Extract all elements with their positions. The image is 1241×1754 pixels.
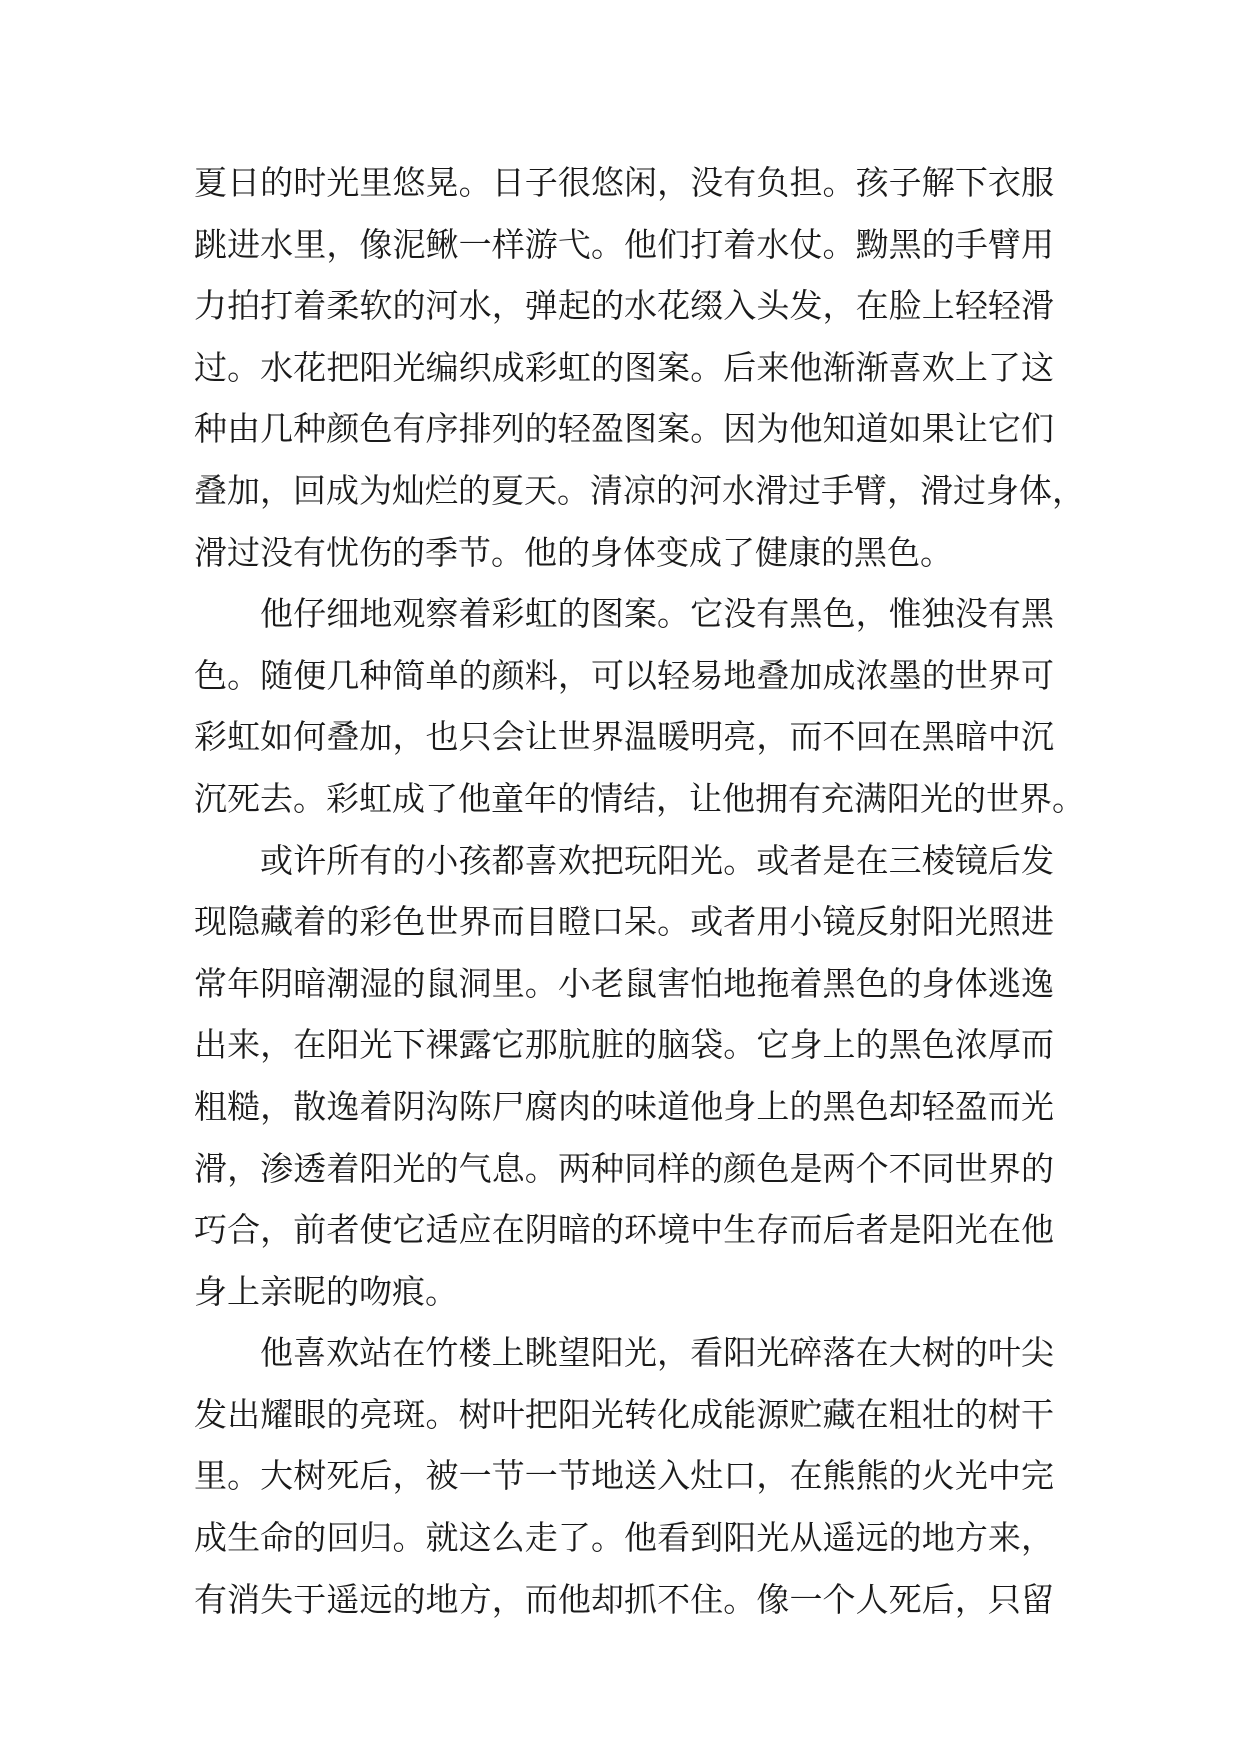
text-line: 出来，在阳光下裸露它那肮脏的脑袋。它身上的黑色浓厚而 — [194, 1025, 1054, 1065]
text-line: 身上亲昵的吻痕。 — [194, 1271, 458, 1311]
text-line: 彩虹如何叠加，也只会让世界温暖明亮，而不回在黑暗中沉 — [194, 717, 1054, 757]
text-line: 发出耀眼的亮斑。树叶把阳光转化成能源贮藏在粗壮的树干 — [194, 1394, 1054, 1434]
text-line: 成生命的回归。就这么走了。他看到阳光从遥远的地方来， — [194, 1518, 1054, 1558]
text-line: 滑，渗透着阳光的气息。两种同样的颜色是两个不同世界的 — [194, 1148, 1054, 1188]
text-line: 有消失于遥远的地方，而他却抓不住。像一个人死后，只留 — [194, 1579, 1054, 1619]
document-body — [194, 152, 1085, 1630]
text-line: 他喜欢站在竹楼上眺望阳光，看阳光碎落在大树的叶尖 — [260, 1333, 1054, 1373]
text-line: 现隐藏着的彩色世界而目瞪口呆。或者用小镜反射阳光照进 — [194, 902, 1054, 942]
text-line: 种由几种颜色有序排列的轻盈图案。因为他知道如果让它们 — [194, 409, 1054, 449]
text-line: 巧合，前者使它适应在阴暗的环境中生存而后者是阳光在他 — [194, 1210, 1054, 1250]
text-line: 里。大树死后，被一节一节地送入灶口，在熊熊的火光中完 — [194, 1456, 1054, 1496]
text-line: 滑过没有忧伤的季节。他的身体变成了健康的黑色。 — [194, 532, 953, 572]
text-line: 粗糙，散逸着阴沟陈尸腐肉的味道他身上的黑色却轻盈而光 — [194, 1086, 1054, 1126]
text-line: 跳进水里，像泥鳅一样游弋。他们打着水仗。黝黑的手臂用 — [194, 224, 1054, 264]
text-line: 沉死去。彩虹成了他童年的情结，让他拥有充满阳光的世界。 — [194, 778, 1085, 818]
text-line: 常年阴暗潮湿的鼠洞里。小老鼠害怕地拖着黑色的身体逃逸 — [194, 963, 1054, 1003]
text-line: 叠加，回成为灿烂的夏天。清凉的河水滑过手臂，滑过身体， — [194, 470, 1085, 510]
text-line: 力拍打着柔软的河水，弹起的水花缀入头发，在脸上轻轻滑 — [194, 286, 1054, 326]
text-line: 色。随便几种简单的颜料，可以轻易地叠加成浓墨的世界可 — [194, 655, 1054, 695]
text-line: 或许所有的小孩都喜欢把玩阳光。或者是在三棱镜后发 — [260, 840, 1054, 880]
text-line: 夏日的时光里悠晃。日子很悠闲，没有负担。孩子解下衣服 — [194, 163, 1054, 202]
text-line: 过。水花把阳光编织成彩虹的图案。后来他渐渐喜欢上了这 — [194, 347, 1054, 387]
text-line: 他仔细地观察着彩虹的图案。它没有黑色，惟独没有黑 — [260, 594, 1054, 634]
